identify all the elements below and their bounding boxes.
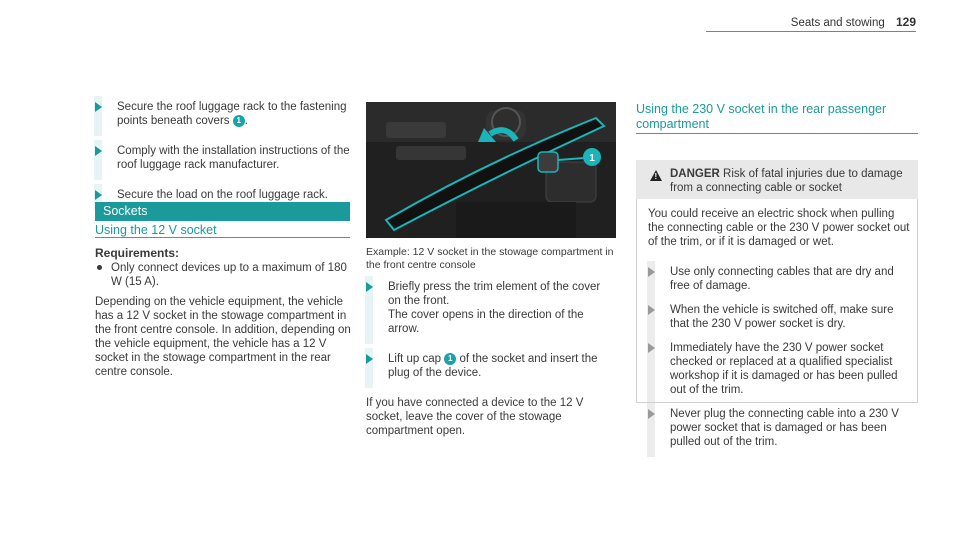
step-arrow-icon <box>648 409 655 419</box>
danger-title <box>670 167 910 195</box>
step-text-end: of the socket and insert the plug of the device. <box>388 353 598 379</box>
section-title: Seats and stowing <box>790 17 885 29</box>
step-text-end: . <box>244 115 248 127</box>
step-text: When the vehicle is switched off, make sure that the 230 V power socket is dry. <box>670 304 894 330</box>
instruction-step <box>95 188 350 202</box>
step-text: Secure the roof luggage rack to the fastening points beneath covers <box>117 101 347 127</box>
instruction-step <box>648 341 910 397</box>
step-arrow-icon <box>95 190 102 200</box>
callout-number-icon: 1 <box>233 115 245 127</box>
step-arrow-icon <box>366 354 373 364</box>
subheading-divider <box>95 237 350 238</box>
step-text: Briefly press the trim element of the cover on the front. <box>388 281 601 307</box>
requirements-label: Requirements: <box>95 246 180 260</box>
column-middle <box>366 280 616 438</box>
figure-caption: Example: 12 V socket in the stowage compartment in the front centre console <box>366 246 614 271</box>
instruction-step <box>95 100 350 128</box>
step-text: Comply with the installation instructions of the roof luggage rack manufacturer. <box>117 145 350 171</box>
step-result: The cover opens in the direction of the arrow. <box>388 309 584 335</box>
step-arrow-icon <box>648 267 655 277</box>
body-paragraph: If you have connected a device to the 12 V socket, leave the cover of the stowage compartment open. <box>366 397 584 437</box>
instruction-step <box>366 280 616 336</box>
instruction-step <box>648 265 910 293</box>
danger-body: You could receive an electric shock when pulling the connecting cable or the 230 V power socket out of the trim, or if it is damaged or wet. <box>648 208 910 248</box>
step-text: Never plug the connecting cable into a 230 V power socket that is damaged or has been pulled out of the trim. <box>670 408 899 448</box>
instruction-step <box>95 144 350 172</box>
page-number: 129 <box>895 15 916 29</box>
bullet-icon <box>97 265 102 270</box>
instruction-step <box>366 352 616 380</box>
step-text: Use only connecting cables that are dry and free of damage. <box>670 266 894 292</box>
danger-text: Risk of fatal injuries due to damage from a connecting cable or socket <box>670 168 903 194</box>
callout-number-icon: 1 <box>444 353 456 365</box>
body-paragraph: Depending on the vehicle equipment, the vehicle has a 12 V socket in the stowage compartment in the front centre console. In addition, depending on the vehicle equipment, the vehicle has a 12 V socket in the stowage compartment in the rear centre console. <box>95 296 351 378</box>
sockets-heading: Sockets <box>95 202 350 221</box>
step-text: Lift up cap <box>388 353 445 365</box>
step-text: Secure the load on the roof luggage rack. <box>117 189 328 201</box>
requirements-block <box>95 246 353 379</box>
step-arrow-icon <box>366 282 373 292</box>
step-arrow-icon <box>648 305 655 315</box>
header-divider <box>706 31 916 32</box>
danger-steps <box>648 265 910 449</box>
warning-triangle-icon: ! <box>650 170 662 181</box>
step-text: Immediately have the 230 V power socket checked or replaced at a qualified specialist workshop if it is damaged or has been pulled out of the trim. <box>670 342 898 396</box>
page-header <box>791 15 916 29</box>
step-arrow-icon <box>95 102 102 112</box>
requirement-item <box>95 261 353 289</box>
console-illustration <box>366 102 616 238</box>
figure-callout-label: 1 <box>589 153 595 164</box>
danger-label: DANGER <box>670 168 720 180</box>
subheading-divider <box>636 133 918 134</box>
instruction-step <box>648 303 910 331</box>
column-left <box>95 100 350 218</box>
subheading-230v: Using the 230 V socket in the rear passenger compartment <box>636 102 887 131</box>
requirement-text: Only connect devices up to a maximum of 180 W (15 A). <box>111 262 347 288</box>
step-arrow-icon <box>95 146 102 156</box>
subheading-12v: Using the 12 V socket <box>95 223 217 237</box>
instruction-step <box>648 407 910 449</box>
console-photo <box>366 102 616 238</box>
step-arrow-icon <box>648 343 655 353</box>
